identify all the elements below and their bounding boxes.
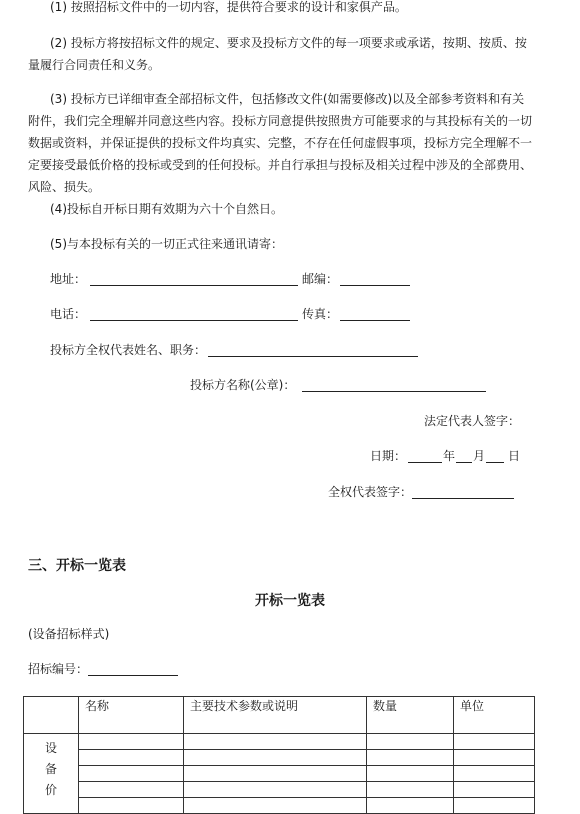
- row-label-char: 备: [44, 762, 57, 776]
- month-line[interactable]: [456, 462, 472, 463]
- postcode-line[interactable]: [340, 285, 410, 286]
- date-label: 日期：: [370, 449, 407, 463]
- paragraph-1: [28, 0, 532, 18]
- bid-number-label: 招标编号：: [28, 662, 89, 676]
- paragraph-5-text: (5)与本投标有关的一切正式往来通讯请寄：: [50, 237, 283, 251]
- postcode-label: 邮编：: [302, 272, 339, 286]
- rep-name-line[interactable]: [208, 356, 418, 357]
- table-title: 开标一览表: [255, 593, 325, 609]
- table-cell[interactable]: [79, 750, 184, 766]
- table-cell[interactable]: [184, 750, 367, 766]
- paragraph-2-text: (2) 投标方将按招标文件的规定、要求及投标方文件的每一项要求或承诺，按期、按质、按量履行合同责任和义务。: [28, 36, 527, 72]
- style-note: (设备招标样式): [28, 627, 110, 641]
- phone-label: 电话：: [50, 307, 87, 321]
- day-line[interactable]: [486, 462, 504, 463]
- auth-rep-line[interactable]: [412, 498, 514, 499]
- bidder-name-line[interactable]: [302, 391, 486, 392]
- table-cell[interactable]: [79, 782, 184, 798]
- paragraph-4: [28, 198, 532, 220]
- table-cell[interactable]: [79, 766, 184, 782]
- header-cell-name: 名称: [79, 697, 184, 734]
- paragraph-3-text: (3) 投标方已详细审查全部招标文件，包括修改文件(如需要修改)以及全部参考资料和有关附件，我们完全理解并同意这些内容。投标方同意提供按照贵方可能要求的与其投标有关的一切数据或资料，并保证提供的投标文件均真实、完整，不存在任何虚假事项，投标方完全理解不一定要接受最低价格的投标或受到的任何投标。并自行承担与投标及相关过程中涉及的全部费用、风险、损失。: [28, 92, 533, 194]
- table-cell[interactable]: [454, 734, 535, 750]
- rep-name-label: 投标方全权代表姓名、职务：: [50, 343, 207, 357]
- address-line[interactable]: [90, 285, 298, 286]
- address-label: 地址：: [50, 272, 87, 286]
- month-label: 月: [473, 449, 486, 463]
- paragraph-4-text: (4)投标自开标日期有效期为六十个自然日。: [50, 202, 283, 216]
- row-label-char: 价: [44, 783, 57, 797]
- table-cell[interactable]: [454, 782, 535, 798]
- paragraph-3: [28, 88, 532, 198]
- fax-line[interactable]: [340, 320, 410, 321]
- table-cell[interactable]: [367, 750, 454, 766]
- table-cell[interactable]: [454, 766, 535, 782]
- table-cell[interactable]: [367, 782, 454, 798]
- row-label-char: 设: [44, 741, 57, 755]
- header-cell-quantity: 数量: [367, 697, 454, 734]
- auth-rep-label: 全权代表签字：: [328, 485, 413, 499]
- table-row: [24, 782, 535, 798]
- table-cell[interactable]: [454, 750, 535, 766]
- fax-label: 传真：: [302, 307, 339, 321]
- bid-summary-table: [23, 696, 535, 814]
- header-cell-unit: 单位: [454, 697, 535, 734]
- header-cell-blank: [24, 697, 79, 734]
- section-heading: 三、开标一览表: [28, 558, 126, 574]
- table-cell[interactable]: [184, 782, 367, 798]
- year-label: 年: [443, 449, 456, 463]
- header-cell-spec: 主要技术参数或说明: [184, 697, 367, 734]
- table-cell[interactable]: [367, 734, 454, 750]
- legal-rep-label: 法定代表人签字：: [424, 414, 521, 428]
- table-row: [24, 734, 535, 750]
- year-line[interactable]: [408, 462, 442, 463]
- row-group-label: [24, 734, 79, 814]
- paragraph-5: [28, 233, 532, 255]
- table-row: [24, 766, 535, 782]
- day-label: 日: [508, 449, 521, 463]
- table-header-row: [24, 697, 535, 734]
- paragraph-2: [28, 32, 532, 76]
- table-cell[interactable]: [367, 766, 454, 782]
- bidder-name-label: 投标方名称(公章)：: [190, 378, 296, 392]
- phone-line[interactable]: [90, 320, 298, 321]
- table-row: [24, 750, 535, 766]
- table-cell[interactable]: [79, 734, 184, 750]
- table-cell[interactable]: [184, 734, 367, 750]
- bid-number-line[interactable]: [88, 675, 178, 676]
- table-cell[interactable]: [184, 766, 367, 782]
- paragraph-1-text: (1) 按照招标文件中的一切内容，提供符合要求的设计和家俱产品。: [50, 0, 407, 14]
